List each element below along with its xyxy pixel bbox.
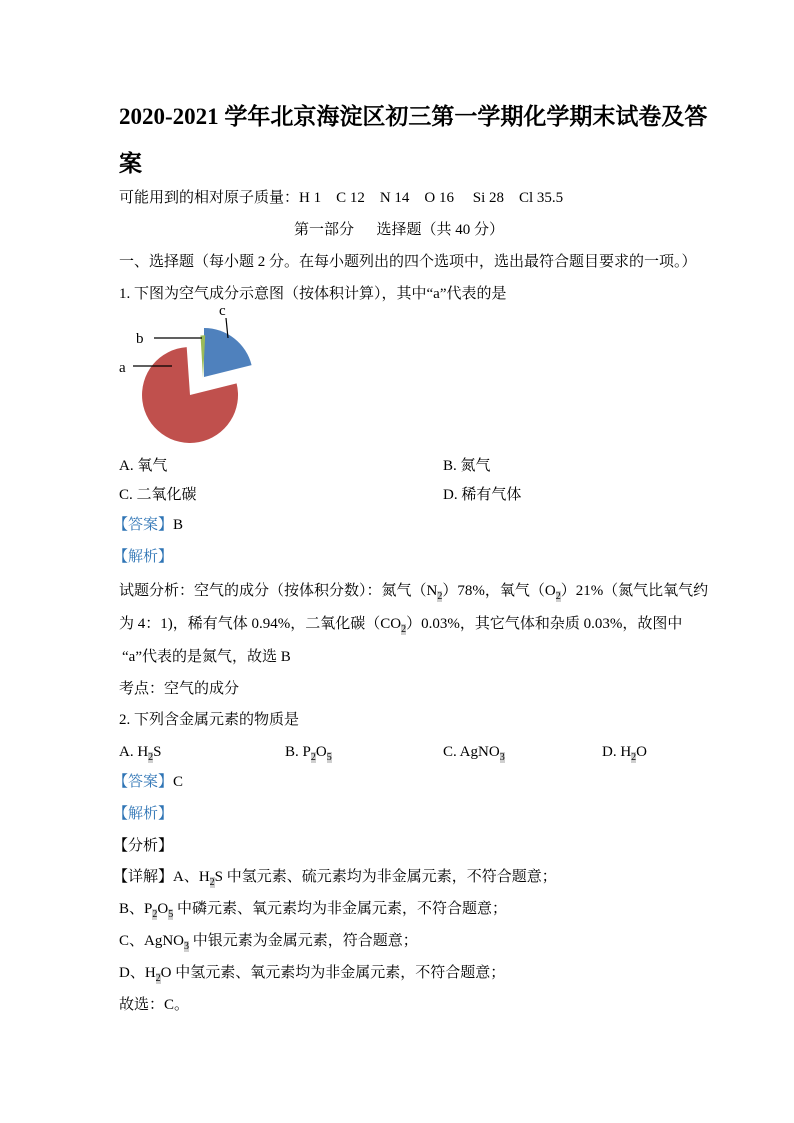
answer-label: 【答案】	[113, 774, 174, 790]
question-1-stem: 1. 下图为空气成分示意图（按体积计算），其中“a”代表的是	[119, 286, 507, 302]
q1-jiexi-label: 【解析】	[113, 549, 174, 565]
q2-detail-line-1: 【详解】A、$H_2S$ 中氢元素、硫元素均为非金属元素，不符合题意；	[113, 869, 557, 888]
q1-answer-value: B	[173, 517, 184, 533]
q1-analysis-line-3: “a”代表的是氮气，故选 B	[122, 649, 291, 665]
q2-detail-line-4: D、$H_2O$ 中氢元素、氧元素均为非金属元素，不符合题意；	[119, 965, 506, 984]
q2-jiexi-label: 【解析】	[113, 806, 174, 822]
q2-detail-line-2: B、$P_2O_5$ 中磷元素、氧元素均为非金属元素，不符合题意；	[119, 901, 507, 920]
q1-analysis-line-2: 为 4：1)，稀有气体 0.94%，二氧化碳$(CO_2)0.03\%$，其它气体和杂质 0.03%，故图中	[119, 616, 683, 635]
q2-option-a: A. $H_2S$	[119, 744, 162, 763]
answer-label: 【答案】	[113, 517, 174, 533]
q1-option-a: A. 氧气	[119, 458, 168, 474]
q1-option-b: B. 氮气	[443, 458, 491, 474]
pie-label-b: b	[136, 331, 144, 347]
q2-option-c: C. AgNO$_3$	[443, 744, 505, 763]
pie-label-a: a	[119, 360, 126, 376]
document-title: 2020-2021 学年北京海淀区初三第一学期化学期末试卷及答案	[119, 104, 708, 176]
q2-conclusion-line: 故选：C。	[119, 997, 190, 1013]
q1-answer-line	[113, 515, 183, 535]
question-2-stem: 2. 下列含金属元素的物质是	[119, 712, 300, 728]
q2-answer-line	[113, 772, 183, 792]
atomic-mass-line: 可能用到的相对原子质量：H 1 C 12 N 14 O 16 Si 28 Cl 35.5	[119, 190, 564, 206]
q1-option-d: D. 稀有气体	[443, 487, 522, 503]
q2-option-b: B. $P_2O_5$	[285, 744, 332, 763]
instruction-line: 一、选择题（每小题 2 分。在每小题列出的四个选项中，选出最符合题目要求的一项。）	[119, 254, 697, 270]
air-composition-pie-chart	[100, 295, 280, 460]
q1-option-c: C. 二氧化碳	[119, 487, 197, 503]
q2-detail-line-3: C、AgNO$_3$ 中银元素为金属元素，符合题意；	[119, 933, 418, 952]
q2-option-d: D. $H_2O$	[602, 744, 648, 763]
q2-answer-value: C	[173, 774, 184, 790]
q1-analysis-line-1: 试题分析：空气的成分（按体积分数）：氮气$(N_2)78\%$，氧气$(O_2)21\%$（氮气比氧气约	[119, 583, 709, 602]
pie-label-c: c	[219, 303, 226, 319]
q2-fenxi-label: 【分析】	[113, 838, 174, 854]
section-heading: 第一部分 选择题（共 40 分）	[293, 222, 504, 238]
q1-kaodian-line: 考点：空气的成分	[119, 681, 240, 697]
